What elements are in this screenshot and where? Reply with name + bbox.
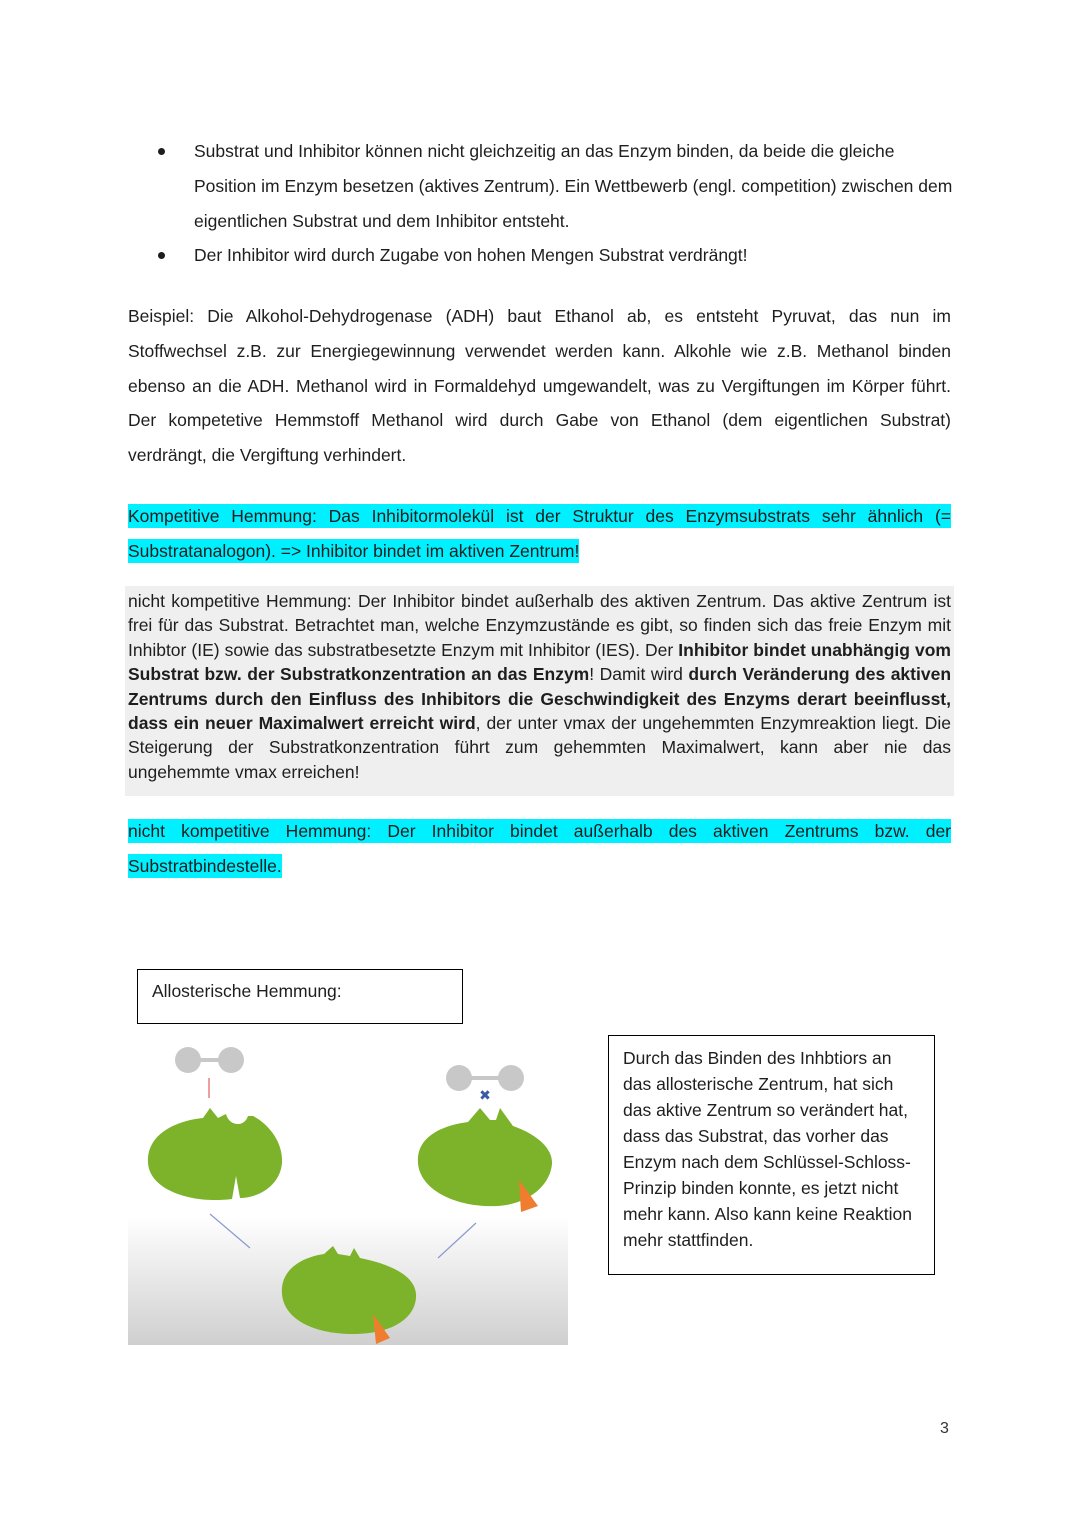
text-run: nicht kompetitive Hemmung: Der Inhibitor bindet außerhalb des aktiven Zentrum. Das aktive Zentrum ist frei für das Substrat. Betrachtet man, welche Enzymzustände es gibt, so finden sich das freie Enzym mit Inhibtor (IE) sowie das substratbesetzte Enzym mit Inhibitor (IES). Der xyxy=(128,591,951,660)
text-run: ! Damit wird xyxy=(589,664,689,685)
text-run: , der unter vmax der ungehemmten Enzymreaktion liegt. Die Steigerung der Substratkonzentration führt zum gehemmten Maximalwert, kann aber nie das ungehemmte vmax erreichen! xyxy=(128,713,952,782)
figure-caption-box: Durch das Binden des Inhbtiors an das allosterische Zentrum, hat sich das aktive Zentrum so verändert hat, dass das Substrat, das vorher das Enzym nach dem Schlüssel-Schloss-Prinzip binden konnte, es jetzt nicht mehr kann. Also kann keine Reaktion mehr stattfinden. xyxy=(608,1035,935,1275)
competitive-inhibition-definition xyxy=(128,499,951,569)
highlight-text: nicht kompetitive Hemmung: Der Inhibitor bindet außerhalb des aktiven Zentrums bzw. der Substratbindestelle. xyxy=(128,821,951,876)
allosteric-heading-box: Allosterische Hemmung: xyxy=(137,969,463,1024)
page-number: 3 xyxy=(940,1420,949,1437)
highlight-text: Kompetitive Hemmung: Das Inhibitormolekül ist der Struktur des Enzymsubstrats sehr ähnlich (= Substratanalogon). => Inhibitor bindet im aktiven Zentrum! xyxy=(128,506,951,561)
noncompetitive-inhibition-definition xyxy=(128,814,951,884)
bullet-item: Der Inhibitor wird durch Zugabe von hohen Mengen Substrat verdrängt! xyxy=(128,238,953,273)
bullet-item: Substrat und Inhibitor können nicht gleichzeitig an das Enzym binden, da beide die gleiche Position im Enzym besetzen (aktives Zentrum). Ein Wettbewerb (engl. competition) zwischen dem eigentlichen Substrat und dem Inhibitor entsteht. xyxy=(128,134,953,238)
enzyme-left xyxy=(148,1108,282,1200)
substrate-molecule-right xyxy=(446,1065,524,1104)
bold-run: durch Veränderung des aktiven Zentrums durch den Einfluss des Inhibitors die Geschwindigkeit des Enzyms derart beeinflusst, dass ein neuer Maximalwert erreicht wird xyxy=(128,664,952,734)
enzyme-right xyxy=(418,1108,552,1206)
example-paragraph: Beispiel: Die Alkohol-Dehydrogenase (ADH) baut Ethanol ab, es entsteht Pyruvat, das nun im Stoffwechsel z.B. zur Energiegewinnung verwendet werden kann. Alkohle wie z.B. Methanol binden ebenso an die ADH. Methanol wird in Formaldehyd umgewandelt, was zu Vergiftungen im Körper führt. Der kompetetive Hemmstoff Methanol wird durch Gabe von Ethanol (dem eigentlichen Substrat) verdrängt, die Vergiftung verhindert. xyxy=(128,306,951,466)
svg-text:✖: ✖ xyxy=(479,1088,491,1104)
substrate-molecule-left xyxy=(175,1047,244,1098)
noncompetitive-explanation xyxy=(128,589,951,784)
bold-run: Inhibitor bindet unabhängig vom Substrat bzw. der Substratkonzentration an das Enzym xyxy=(128,639,951,685)
bullet-list xyxy=(128,134,953,273)
allosteric-inhibition-figure xyxy=(128,1036,568,1345)
